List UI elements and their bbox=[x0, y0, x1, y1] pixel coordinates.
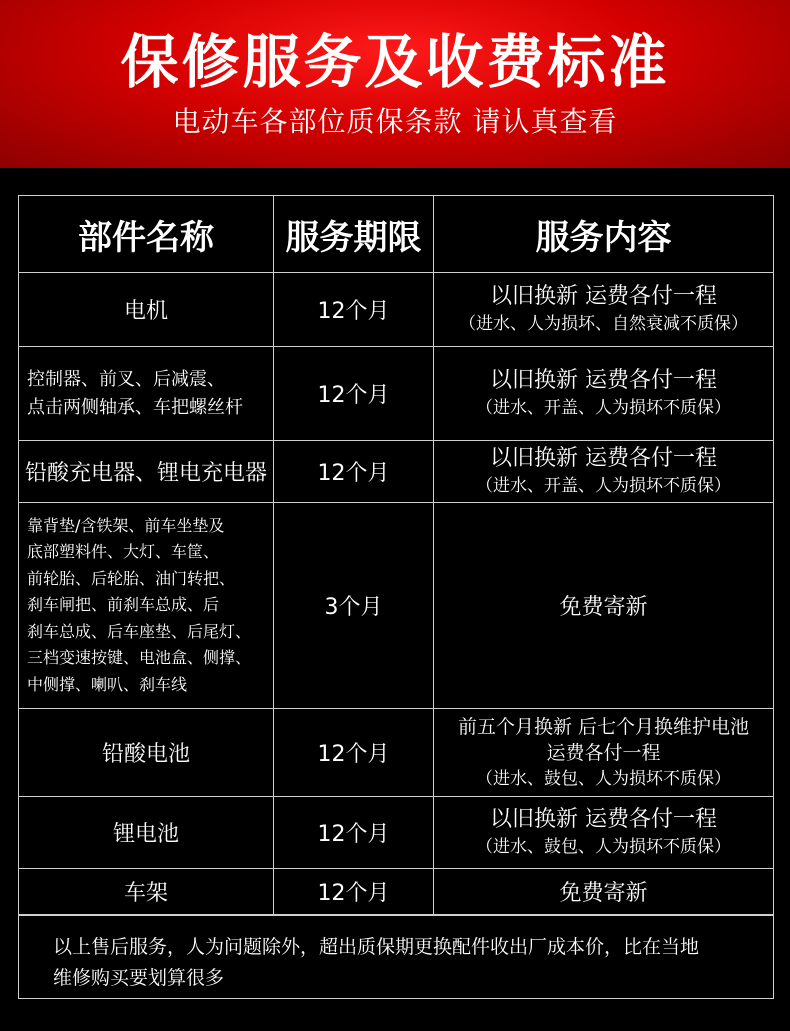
table-row bbox=[19, 797, 774, 869]
content-note: （进水、鼓包、人为损坏不质保） bbox=[476, 768, 731, 789]
content-cell bbox=[434, 347, 774, 441]
period-cell: 12个月 bbox=[274, 441, 434, 503]
footer-note bbox=[18, 915, 774, 999]
content-main: 前五个月换新 后七个月换维护电池 bbox=[457, 715, 750, 738]
period-cell: 3个月 bbox=[274, 503, 434, 709]
period-cell: 12个月 bbox=[274, 709, 434, 797]
content-note: （进水、开盖、人为损坏不质保） bbox=[476, 397, 731, 418]
header-service-period: 服务期限 bbox=[274, 196, 434, 273]
part-line: 底部塑料件、大灯、车筐、 bbox=[27, 542, 220, 562]
table-row bbox=[19, 503, 774, 709]
part-cell: 铅酸电池 bbox=[19, 709, 274, 797]
period-cell: 12个月 bbox=[274, 797, 434, 869]
content-main: 以旧换新 运费各付一程 bbox=[490, 806, 717, 832]
warranty-table bbox=[18, 195, 774, 915]
content-cell: 免费寄新 bbox=[434, 503, 774, 709]
content-main: 运费各付一程 bbox=[546, 741, 661, 764]
part-line: 中侧撑、喇叭、刹车线 bbox=[27, 674, 188, 694]
table-row bbox=[19, 347, 774, 441]
content-cell bbox=[434, 709, 774, 797]
period-cell: 12个月 bbox=[274, 869, 434, 915]
content-cell bbox=[434, 273, 774, 347]
header-part-name: 部件名称 bbox=[19, 196, 274, 273]
part-cell: 铅酸充电器、锂电充电器 bbox=[19, 441, 274, 503]
content-cell: 免费寄新 bbox=[434, 869, 774, 915]
part-line: 前轮胎、后轮胎、油门转把、 bbox=[27, 568, 236, 588]
table-row bbox=[19, 273, 774, 347]
part-line: 控制器、前叉、后减震、 bbox=[27, 368, 225, 390]
table-row bbox=[19, 709, 774, 797]
page-title: 保修服务及收费标准 bbox=[120, 28, 670, 96]
footer-line: 维修购买要划算很多 bbox=[53, 967, 225, 989]
period-cell: 12个月 bbox=[274, 273, 434, 347]
header-banner bbox=[0, 0, 790, 168]
part-line: 刹车总成、后车座垫、后尾灯、 bbox=[27, 621, 252, 641]
content-cell bbox=[434, 441, 774, 503]
table-row bbox=[19, 869, 774, 915]
part-line: 靠背垫/含铁架、前车坐垫及 bbox=[27, 515, 225, 535]
part-cell bbox=[19, 503, 274, 709]
content-main: 以旧换新 运费各付一程 bbox=[490, 367, 717, 393]
content-note: （进水、开盖、人为损坏不质保） bbox=[476, 475, 731, 496]
part-line: 点击两侧轴承、车把螺丝杆 bbox=[27, 396, 243, 418]
table-header-row bbox=[19, 196, 774, 273]
footer-line: 以上售后服务，人为问题除外，超出质保期更换配件收出厂成本价，比在当地 bbox=[53, 936, 700, 958]
content-note: （进水、鼓包、人为损坏不质保） bbox=[476, 836, 731, 857]
part-line: 刹车闸把、前刹车总成、后 bbox=[27, 595, 220, 615]
header-service-content: 服务内容 bbox=[434, 196, 774, 273]
part-cell: 车架 bbox=[19, 869, 274, 915]
content-cell bbox=[434, 797, 774, 869]
period-cell: 12个月 bbox=[274, 347, 434, 441]
page-subtitle: 电动车各部位质保条款 请认真查看 bbox=[172, 105, 618, 138]
part-cell: 电机 bbox=[19, 273, 274, 347]
content-main: 以旧换新 运费各付一程 bbox=[490, 445, 717, 471]
part-cell bbox=[19, 347, 274, 441]
part-cell: 锂电池 bbox=[19, 797, 274, 869]
content-main: 以旧换新 运费各付一程 bbox=[490, 283, 717, 309]
content-note: （进水、人为损坏、自然衰减不质保） bbox=[459, 313, 748, 334]
table-row bbox=[19, 441, 774, 503]
part-line: 三档变速按键、电池盒、侧撑、 bbox=[27, 648, 252, 668]
